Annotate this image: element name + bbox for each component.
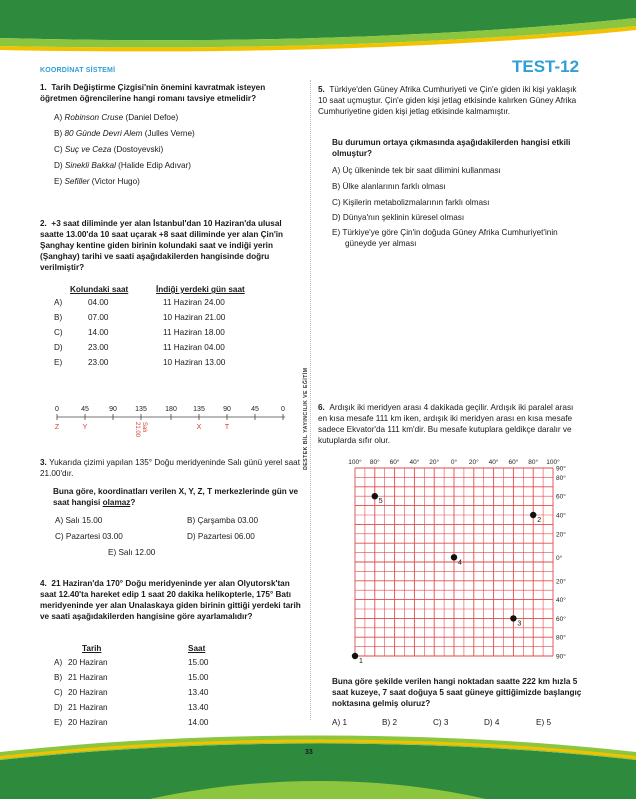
page-number: 33 (305, 749, 313, 756)
map-point (451, 554, 457, 560)
latitude-label: 20° (556, 531, 566, 539)
q4-option-letter: E) (54, 718, 63, 727)
bottom-banner (0, 730, 636, 799)
option-author: (Halide Edip Adıvar) (115, 161, 191, 170)
q5-option: E) Türkiye'ye göre Çin'in doğuda Güney Afrika Cumhuriyet'inin güneyde yer alması (332, 228, 558, 249)
scale-tick-label: 0 (281, 406, 285, 413)
latitude-label: 80° (556, 474, 566, 482)
scale-tick-label: 180 (165, 406, 177, 413)
map-point-label: 3 (517, 620, 522, 628)
q5-question: Bu durumun ortaya çıkmasında aşağıdakilerden hangisi etkili olmuştur? (332, 138, 571, 159)
longitude-label: 100° (546, 459, 560, 466)
q2-option-watch: 04.00 (88, 298, 109, 307)
longitude-label: 60° (508, 459, 519, 466)
q4-option-time: 14.00 (188, 718, 209, 727)
q2-option-local: 11 Haziran 18.00 (163, 328, 225, 337)
longitude-label: 20° (429, 459, 440, 466)
scale-tick-label: 0 (55, 406, 59, 413)
latitude-label: 0° (556, 554, 563, 562)
latitude-label: 20° (556, 578, 566, 586)
q3-option: E) Salı 12.00 (108, 548, 156, 557)
latitude-label: 80° (556, 634, 566, 642)
publisher-side-text: DESTEK BİL YAYINCILIK VE EĞİTİM (303, 367, 309, 470)
option-title: Sefiller (64, 177, 90, 186)
scale-time-label: 21.00 (134, 422, 140, 438)
q6-text: 6. Ardışık iki meridyen arası 4 dakikada geçilir. Ardışık iki paralel arası en kısa mesafe 111 km iken, ardışık iki meridyen arası en kısa mesafe sadece Ekvator'da 111 km'dir. Bu mesafe kutuplara geldikçe daralır ve kutuplarda sıfır olur. (318, 403, 574, 446)
q6-option: A) 1 (332, 718, 348, 727)
test-title: TEST-12 (512, 57, 580, 76)
q2-option-letter: E) (54, 358, 63, 367)
scale-point-label: Y (82, 424, 88, 431)
map-point (530, 512, 536, 518)
option-letter: A) (54, 113, 65, 122)
option-letter: D) (54, 161, 65, 170)
q4-option-time: 13.40 (188, 703, 209, 712)
scale-point-label: T (224, 424, 230, 431)
q2-option-letter: B) (54, 313, 63, 322)
q4-option-letter: B) (54, 673, 63, 682)
q3-option: A) Salı 15.00 (55, 516, 103, 525)
q2-col1-header: Kolundaki saat (70, 285, 129, 294)
q5-text: 5. Türkiye'den Güney Afrika Cumhuriyeti ve Çin'e giden iki kişi yaklaşık 10 saat uçmuştur. Çin'e giden kişi jetlag etkisinde kalırken Güney Afrika Cumhuriyetine giden kişi jetlag etkisinde kalmamıştır. (318, 85, 577, 117)
longitude-label: 80° (528, 459, 539, 466)
map-point-label: 2 (537, 517, 542, 524)
scale-point-label: Z (54, 424, 60, 431)
q6-question: Buna göre şekilde verilen hangi noktadan saatte 222 km hızla 5 saat kuzeye, 7 saat doğuya 5 saat güneye gittiğimizde başlangıç noktasına gelmiş oluruz? (332, 677, 582, 709)
q1-option (54, 128, 195, 139)
top-banner (0, 0, 636, 60)
map-point (372, 493, 378, 499)
q2-option-watch: 23.00 (88, 343, 109, 352)
map-point-label: 4 (458, 559, 462, 567)
longitude-label: 40° (409, 459, 420, 466)
q5-option: A) Üç ülkeninde tek bir saat dilimini kullanması (332, 166, 501, 175)
q2-option-watch: 23.00 (88, 358, 109, 367)
q4-option-letter: C) (54, 688, 63, 697)
q2-text: 2. +3 saat diliminde yer alan İstanbul'dan 10 Haziran'da ulusal saatte 13.00'da 10 saat uçarak +8 saat diliminde yer alan Çin'in Şanghay kentine giden birinin kolundaki saat ve indiği yerin (Şanghay) tarihi ve saati aşağıdakilerden hangisinde doğru verilmiştir? (40, 219, 284, 273)
map-point (510, 615, 516, 621)
q4-option-date: 20 Haziran (68, 658, 108, 667)
q2-option-letter: A) (54, 298, 63, 307)
latitude-label: 60° (556, 615, 566, 623)
scale-point-label: X (196, 424, 202, 431)
section-title: KOORDİNAT SİSTEMİ (40, 67, 116, 74)
scale-tick-label: 135 (135, 406, 147, 413)
option-title: 80 Günde Devri Alem (64, 129, 143, 138)
q4-option-date: 21 Haziran (68, 673, 108, 682)
q4-option-letter: D) (54, 703, 63, 712)
option-letter: C) (54, 145, 65, 154)
q4-col2-header: Saat (188, 644, 206, 653)
longitude-label: 100° (348, 459, 362, 466)
q2-option-local: 10 Haziran 13.00 (163, 358, 226, 367)
scale-day-label: Salı (141, 422, 147, 433)
q1-option (54, 144, 163, 155)
q4-option-time: 15.00 (188, 658, 209, 667)
longitude-label: 0° (450, 459, 458, 466)
q3-option: D) Pazartesi 06.00 (187, 532, 255, 541)
longitude-label: 60° (389, 459, 400, 466)
q1-text: 1. Tarih Değiştirme Çizgisi'nin önemini kavratmak isteyen öğretmen öğrencilerine hangi romanı tavsiye etmelidir? (40, 83, 266, 104)
q5-option: D) Dünya'nın şeklinin küresel olması (332, 213, 465, 222)
option-letter: E) (54, 177, 65, 186)
column-divider (310, 80, 311, 720)
q2-option-local: 11 Haziran 24.00 (163, 298, 225, 307)
option-title: Sinekli Bakkal (64, 161, 116, 170)
q2-option-local: 11 Haziran 04.00 (163, 343, 225, 352)
scale-tick-label: 45 (81, 406, 89, 413)
q2-option-letter: C) (54, 328, 63, 337)
q4-col1-header: Tarih (82, 644, 102, 653)
scale-tick-label: 90 (223, 406, 231, 413)
map-point (352, 653, 358, 659)
option-author: (Victor Hugo) (89, 177, 140, 186)
option-title: Robinson Cruse (64, 113, 124, 122)
q3-option: C) Pazartesi 03.00 (55, 532, 123, 541)
latitude-label: 60° (556, 493, 566, 501)
longitude-label: 40° (488, 459, 499, 466)
q6-option: B) 2 (382, 718, 398, 727)
scale-tick-label: 90 (109, 406, 117, 413)
q4-option-letter: A) (54, 658, 63, 667)
q6-option: D) 4 (484, 718, 500, 727)
q3-text: 3. Yukarıda çizimi yapılan 135° Doğu meridyeninde Salı günü yerel saat 21.00'dır. (40, 458, 300, 479)
q3-option: B) Çarşamba 03.00 (187, 516, 258, 525)
coordinate-grid-map (335, 456, 585, 668)
longitude-label: 20° (468, 459, 479, 466)
meridian-scale (45, 402, 305, 444)
q4-option-time: 15.00 (188, 673, 209, 682)
option-title: Suç ve Ceza (64, 145, 112, 154)
q1-option (54, 160, 191, 171)
q4-option-date: 21 Haziran (68, 703, 108, 712)
q2-option-watch: 07.00 (88, 313, 109, 322)
q3-question: Buna göre, koordinatları verilen X, Y, Z, T merkezlerinde gün ve saat hangisi olamaz? (53, 487, 299, 508)
q2-col2-header: İndiği yerdeki gün saat (156, 285, 245, 294)
option-author: (Julles Verne) (142, 129, 195, 138)
option-author: (Dostoyevski) (111, 145, 164, 154)
q2-option-watch: 14.00 (88, 328, 109, 337)
q4-option-date: 20 Haziran (68, 688, 108, 697)
map-point-label: 5 (378, 498, 383, 506)
option-letter: B) (54, 129, 65, 138)
q1-option (54, 176, 140, 187)
map-point-label: 1 (359, 658, 363, 665)
q2-option-letter: D) (54, 343, 63, 352)
q5-option: B) Ülke alanlarının farklı olması (332, 182, 446, 191)
latitude-label: 40° (556, 512, 566, 520)
q6-option: E) 5 (536, 718, 552, 727)
q1-option (54, 112, 178, 123)
q4-option-date: 20 Haziran (68, 718, 108, 727)
q2-option-local: 10 Haziran 21.00 (163, 313, 226, 322)
option-author: (Daniel Defoe) (123, 113, 179, 122)
q4-text: 4. 21 Haziran'da 170° Doğu meridyeninde yer alan Olyutorsk'tan saat 12.40'ta hareket edip 1 saat 20 dakika helikopterle, 175° Batı meridyeninde yer alan Unalaskaya giden birinin gittiği yerdeki tarih ve saati aşağıdakilerden hangisine göre ayarlamalıdır? (40, 579, 301, 622)
q5-option: C) Kişilerin metabolizmalarının farklı olması (332, 198, 490, 207)
latitude-label: 90° (556, 465, 566, 473)
latitude-label: 40° (556, 597, 566, 605)
scale-tick-label: 45 (251, 406, 259, 413)
q4-option-time: 13.40 (188, 688, 209, 697)
longitude-label: 80° (369, 459, 380, 466)
scale-tick-label: 135 (193, 406, 205, 413)
q6-option: C) 3 (433, 718, 449, 727)
latitude-label: 90° (556, 653, 566, 661)
